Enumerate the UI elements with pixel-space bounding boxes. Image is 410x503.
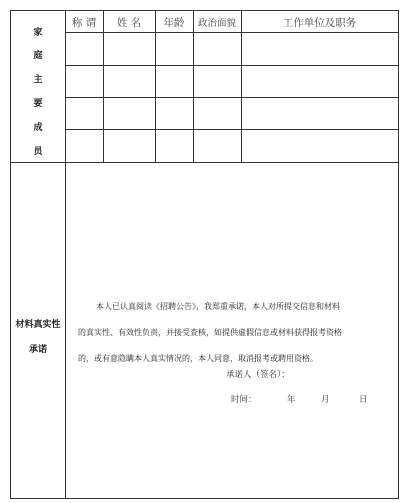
col-divider-name [155,11,156,162]
commitment-line: 的，或有意隐瞒本人真实情况的，本人同意，取消报考或聘用资格。 [78,354,318,363]
commitment-label-line2: 承诺 [28,345,47,355]
row-divider-1 [65,65,398,66]
date-label: 时间： [231,395,257,405]
header-age: 年龄 [163,17,185,29]
family-label-char: 要 [33,99,43,109]
header-relation: 称 谓 [71,17,97,29]
col-divider-age [193,11,194,162]
date-year: 年 [287,395,296,405]
row-divider-3 [65,129,398,130]
signature-label: 承诺人（签名）： [226,370,290,380]
commitment-line: 本人已认真阅读《招聘公告》，我郑重承诺，本人对所提交信息和材料 [96,302,340,311]
family-label-char: 庭 [33,51,43,61]
header-row-divider [65,32,398,33]
row-divider-2 [65,97,398,98]
header-work-unit: 工作单位及职务 [282,17,357,29]
col-divider-relation [103,11,104,162]
left-column-divider [65,11,66,498]
family-label-char: 成 [33,123,43,133]
family-label-char: 员 [33,147,43,157]
family-label-char: 家 [33,28,43,38]
application-form [10,10,399,499]
commitment-label: 材料真实性 [15,320,61,330]
commitment-paragraph [78,294,396,372]
date-day: 日 [359,395,368,405]
family-label-char: 主 [33,75,43,85]
section-divider [11,162,398,163]
header-political-status: 政治面貌 [197,18,236,29]
date-month: 月 [321,395,330,405]
commitment-line: 的真实性、有效性负责，并接受查核，如提供虚假信息或材料获得报考资格 [78,328,342,337]
header-name: 姓 名 [116,17,142,29]
col-divider-political [241,11,242,162]
